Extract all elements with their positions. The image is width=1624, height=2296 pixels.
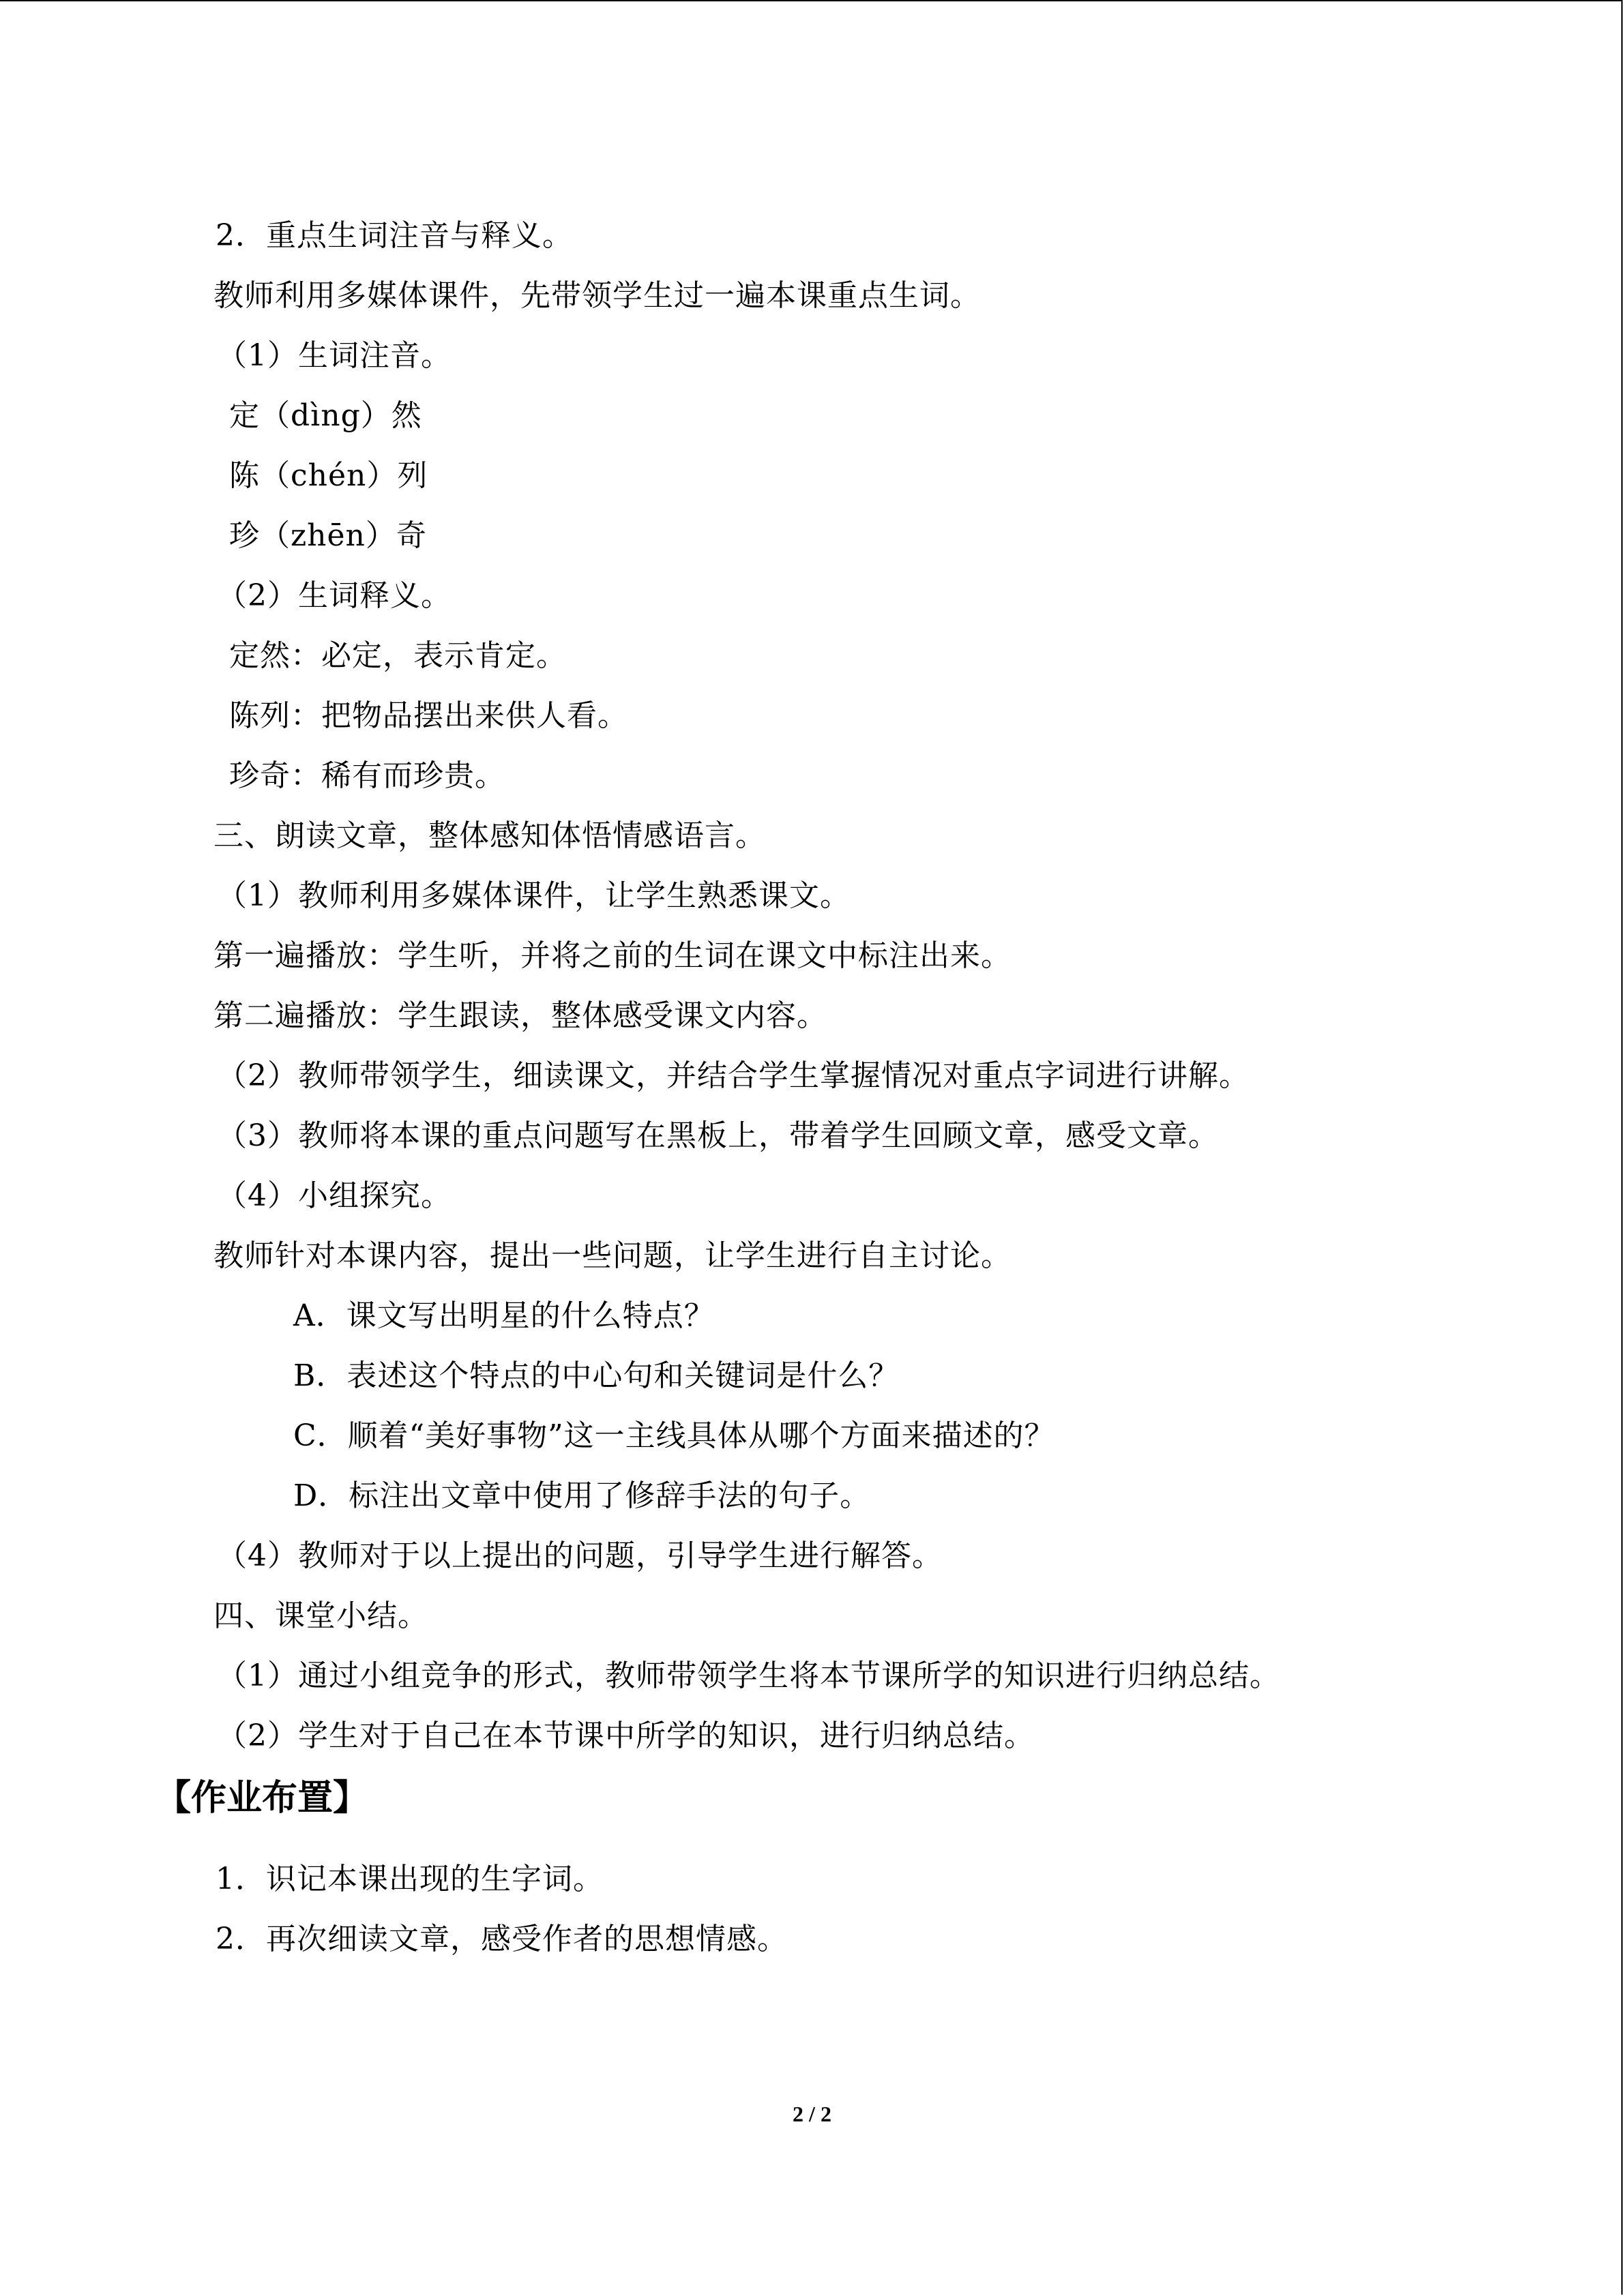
section-four-heading: 四、课堂小结。 [213,1598,428,1633]
section-three-heading: 三、朗读文章，整体感知体悟情感语言。 [213,818,766,853]
definition-item: 定然：必定，表示肯定。 [229,638,567,673]
sub-item: （2）生词释义。 [217,578,452,613]
paragraph: 第一遍播放：学生听，并将之前的生词在课文中标注出来。 [213,938,1012,973]
pinyin-item: 陈（chén）列 [229,458,428,493]
sub-item: （1）生词注音。 [217,338,452,373]
homework-item: 1．识记本课出现的生字词。 [216,1862,604,1896]
paragraph: 教师利用多媒体课件，先带领学生过一遍本课重点生词。 [213,278,981,313]
sub-item: （2）学生对于自己在本节课中所学的知识，进行归纳总结。 [217,1718,1035,1753]
homework-item: 2．再次细读文章，感受作者的思想情感。 [216,1922,788,1956]
homework-heading: 【作业布置】 [156,1778,369,1819]
definition-item: 珍奇：稀有而珍贵。 [229,758,505,793]
question-item: D．标注出文章中使用了修辞手法的句子。 [293,1478,871,1513]
paragraph: 教师针对本课内容，提出一些问题，让学生进行自主讨论。 [213,1238,1012,1273]
sub-item: （1）通过小组竞争的形式，教师带领学生将本节课所学的知识进行归纳总结。 [217,1658,1280,1693]
definition-item: 陈列：把物品摆出来供人看。 [229,698,628,733]
sub-item: （3）教师将本课的重点问题写在黑板上，带着学生回顾文章，感受文章。 [217,1118,1219,1153]
paragraph: 第二遍播放：学生跟读，整体感受课文内容。 [213,998,827,1033]
pinyin-item: 珍（zhēn）奇 [229,518,427,553]
sub-item: （2）教师带领学生，细读课文，并结合学生掌握情况对重点字词进行讲解。 [217,1058,1250,1093]
question-item: A．课文写出明星的什么特点？ [293,1298,715,1333]
pinyin-item: 定（dìng）然 [229,398,422,433]
question-item: C．顺着“美好事物”这一主线具体从哪个方面来描述的？ [293,1418,1055,1453]
page-number: 2 / 2 [793,2102,831,2126]
sub-item: （4）小组探究。 [217,1178,452,1213]
sub-item: （4）教师对于以上提出的问题，引导学生进行解答。 [217,1538,943,1573]
sub-item: （1）教师利用多媒体课件，让学生熟悉课文。 [217,878,851,913]
step-2-heading: 2．重点生词注音与释义。 [216,218,573,253]
question-item: B．表述这个特点的中心句和关键词是什么？ [293,1358,900,1393]
